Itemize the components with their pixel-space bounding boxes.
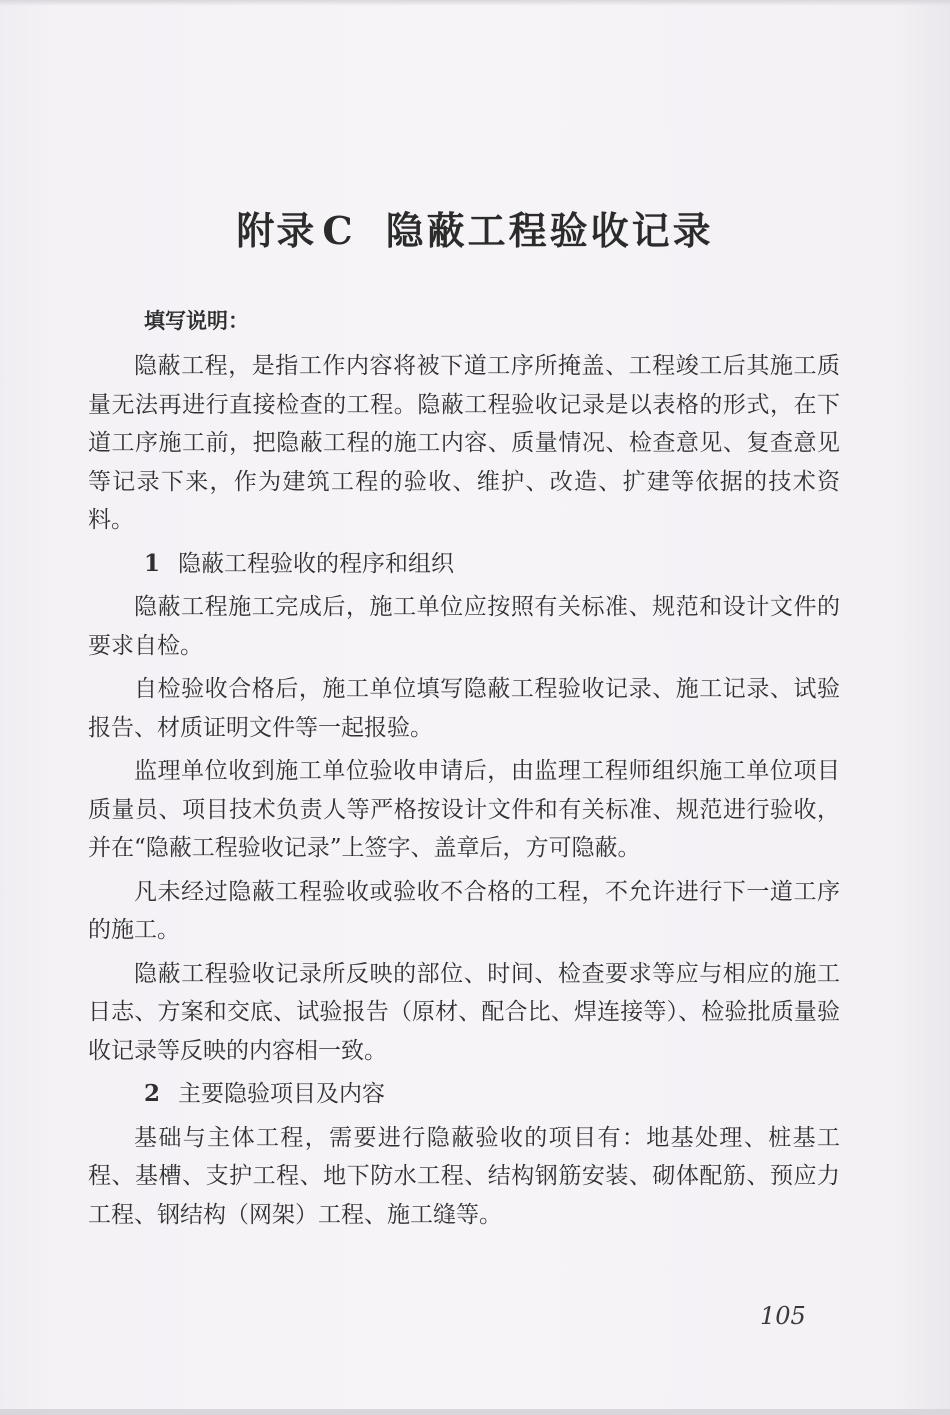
paragraph-items: 基础与主体工程，需要进行隐蔽验收的项目有：地基处理、桩基工程、基槽、支护工程、地下防水工程、结构钢筋安装、砌体配筋、预应力工程、钢结构（网架）工程、施工缝等。 [88, 1124, 840, 1228]
title-text: 隐蔽工程验收记录 [385, 208, 714, 253]
paragraph-definition: 隐蔽工程，是指工作内容将被下道工序所掩盖、工程竣工后其施工质量无法再进行直接检查的工程。隐蔽工程验收记录是以表格的形式，在下道工序施工前，把隐蔽工程的施工内容、质量情况、检查意见、复查意见等记录下来，作为建筑工程的验收、维护、改造、扩建等依据的技术资料。 [88, 353, 840, 533]
paragraph-submission: 自检验收合格后，施工单位填写隐蔽工程验收记录、施工记录、试验报告、材质证明文件等一起报验。 [88, 676, 840, 741]
paragraph-prohibition: 凡未经过隐蔽工程验收或验收不合格的工程，不允许进行下一道工序的施工。 [88, 878, 840, 943]
paragraph-self-check: 隐蔽工程施工完成后，施工单位应按照有关标准、规范和设计文件的要求自检。 [88, 594, 840, 659]
section-title: 主要隐验项目及内容 [178, 1081, 386, 1107]
scan-edge-bottom [0, 1409, 950, 1415]
title-letter: C [322, 208, 356, 253]
section-heading-1 [144, 545, 840, 584]
document-body [88, 305, 840, 1239]
paragraph-consistency: 隐蔽工程验收记录所反映的部位、时间、检查要求等应与相应的施工日志、方案和交底、试验报告（原材、配合比、焊连接等）、检验批质量验收记录等反映的内容相一致。 [88, 960, 840, 1064]
page-number: 105 [760, 1302, 806, 1330]
section-title: 隐蔽工程验收的程序和组织 [178, 550, 455, 577]
instructions-label: 填写说明： [144, 309, 249, 333]
section-heading-2 [144, 1075, 840, 1114]
section-number: 2 [144, 1080, 161, 1107]
page-title [0, 200, 950, 255]
scan-edge-top [0, 0, 950, 6]
paragraph-supervision: 监理单位收到施工单位验收申请后，由监理工程师组织施工单位项目质量员、项目技术负责人等严格按设计文件和有关标准、规范进行验收，并在“隐蔽工程验收记录”上签字、盖章后，方可隐蔽。 [88, 758, 840, 861]
section-number: 1 [144, 549, 161, 577]
title-label: 附录 [236, 208, 317, 253]
